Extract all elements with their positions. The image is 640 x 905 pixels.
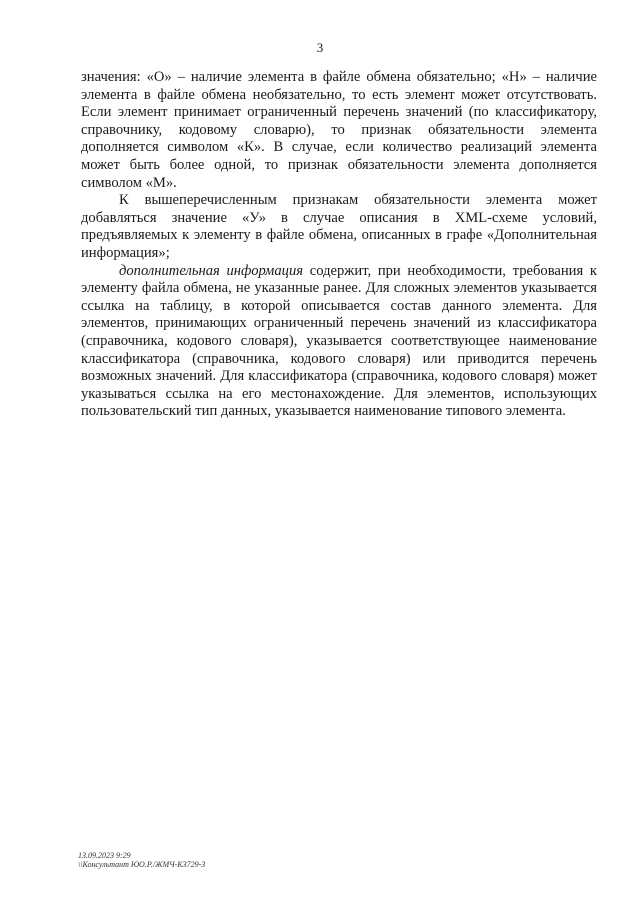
document-body	[81, 69, 597, 421]
footer-document-ref: \\Консультант ЮО.Р./ЖМЧ-КЗ729-3	[78, 860, 206, 869]
additional-info-text: содержит, при необходимости, требования к элементу файла обмена, не указанные ранее. Для сложных элементов указывается ссылка на таблицу, в которой описывается состав данного элемента. Для элементов, принимающих ограниченный перечень значений из классификатора (справочника, кодового словаря), указывается соответствующее наименование классификатора (справочника, кодового словаря) или приводится перечень возможных значений. Для классификатора (справочника, кодового словаря) может указываться ссылка на его местонахождение. Для элементов, использующих пользовательский тип данных, указывается наименование типового элемента.	[81, 262, 597, 420]
paragraph-obligation-values: значения: «О» – наличие элемента в файле обмена обязательно; «Н» – наличие элемента в файле обмена необязательно, то есть элемент может отсутствовать. Если элемент принимает ограниченный перечень значений (по классификатору, справочнику, кодовому словарю), то признак обязательности элемента дополняется символом «К». В случае, если количество реализаций элемента может быть более одной, то признак обязательности элемента дополняется символом «М».	[81, 69, 597, 191]
paragraph-additional-flag: К вышеперечисленным признакам обязательности элемента может добавляться значение «У» в случае описания в XML-схеме условий, предъявляемых к элементу в файле обмена, описанных в графе «Дополнительная информация»;	[81, 192, 597, 261]
footer-stamp	[78, 851, 205, 869]
paragraph-additional-info	[81, 263, 597, 421]
page-number: 3	[316, 40, 324, 55]
additional-info-term: дополнительная информация	[119, 262, 304, 279]
footer-timestamp: 13.09.2023 9:29	[78, 851, 131, 860]
